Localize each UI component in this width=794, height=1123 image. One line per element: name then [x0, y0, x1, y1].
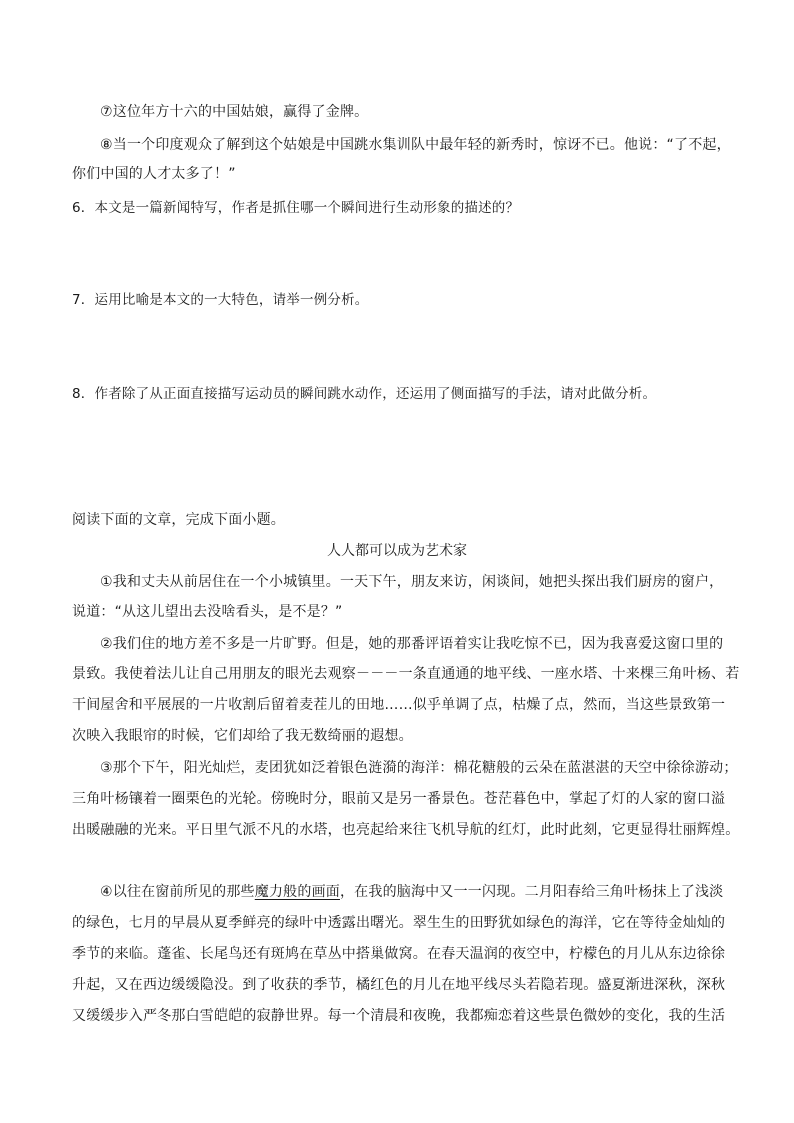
article-p4-line-1 — [100, 882, 732, 902]
article-p2-line-1: ②我们住的地方差不多是一片旷野。但是，她的那番评语着实让我吃惊不已，因为我喜爱这窗口里的 — [100, 636, 724, 652]
article-p4-line-2: 的绿色，七月的早晨从夏季鲜亮的绿叶中透露出曙光。翠生生的田野犹如绿色的海洋，它在等待金灿灿的 — [72, 915, 726, 931]
paragraph-7: ⑦这位年方十六的中国姑娘，赢得了金牌。 — [100, 104, 369, 120]
article-p4-line-1-post: ，在我的脑海中又一一闪现。二月阳春给三角叶杨抹上了浅淡 — [339, 884, 724, 900]
article-p1-line-1: ①我和丈夫从前居住在一个小城镇里。一天下午，朋友来访，闲谈间，她把头探出我们厨房的窗户， — [100, 574, 724, 590]
underlined-phrase: 魔力般的画面 — [254, 884, 340, 900]
article-p4-line-1-pre: ④以往在窗前所见的那些 — [100, 884, 255, 900]
article-p1-line-2: 说道：“从这儿望出去没啥看头，是不是？” — [72, 604, 343, 620]
article-p3-line-2: 三角叶杨镶着一圈栗色的光轮。傍晚时分，眼前又是另一番景色。苍茫暮色中，掌起了灯的人家的窗口溢 — [72, 791, 726, 807]
question-6: 6．本文是一篇新闻特写，作者是抓住哪一个瞬间进行生动形象的描述的？ — [72, 200, 520, 216]
reading-instruction: 阅读下面的文章，完成下面小题。 — [72, 512, 285, 528]
paragraph-8-line-2: 你们中国的人才太多了！” — [72, 166, 236, 182]
paragraph-8-line-1: ⑧当一个印度观众了解到这个姑娘是中国跳水集训队中最年轻的新秀时，惊讶不已。他说：“了不起， — [100, 137, 731, 153]
article-title: 人人都可以成为艺术家 — [327, 543, 467, 559]
article-p2-line-3: 干间屋舍和平展展的一片收割后留着麦茬儿的田地……似乎单调了点，枯燥了点，然而，当这些景致第一 — [72, 697, 726, 713]
article-p3-line-1: ③那个下午，阳光灿烂，麦团犹如泛着银色涟漪的海洋：棉花糖般的云朵在蓝湛湛的天空中徐徐游动； — [100, 760, 738, 776]
question-7: 7．运用比喻是本文的一大特色，请举一例分析。 — [72, 292, 369, 308]
question-8: 8．作者除了从正面直接描写运动员的瞬间跳水动作，还运用了侧面描写的手法，请对此做分析。 — [72, 386, 657, 402]
article-p4-line-3: 季节的来临。蓬雀、长尾鸟还有斑鸠在草丛中搭巢做窝。在春天温润的夜空中，柠檬色的月儿从东边徐徐 — [72, 946, 726, 962]
article-p2-line-2: 景致。我使着法儿让自己用朋友的眼光去观察－－－一条直通通的地平线、一座水塔、十来棵三角叶杨、若 — [72, 666, 740, 682]
article-p2-line-4: 次映入我眼帘的时候，它们却给了我无数绮丽的遐想。 — [72, 728, 413, 744]
article-p4-line-4: 升起，又在西边缓缓隐没。到了收获的季节，橘红色的月儿在地平线尽头若隐若现。盛夏渐进深秋，深秋 — [72, 977, 726, 993]
article-p4-line-5: 又缓缓步入严冬那白雪皑皑的寂静世界。每一个清晨和夜晚，我都痴恋着这些景色微妙的变化，我的生活 — [72, 1008, 726, 1024]
article-p3-line-3: 出暖融融的光来。平日里气派不凡的水塔，也亮起给来往飞机导航的红灯，此时此刻，它更显得壮丽辉煌。 — [72, 822, 740, 838]
